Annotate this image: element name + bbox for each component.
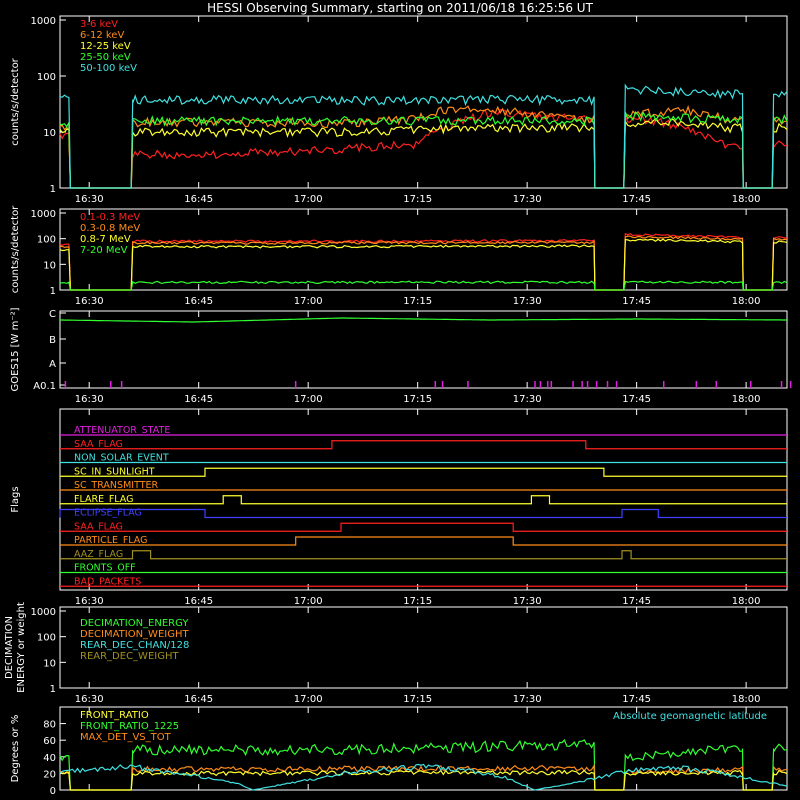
flag-label: AAZ_FLAG — [74, 548, 124, 560]
legend-entry: 50-100 keV — [80, 63, 138, 74]
flag-label: BAD_PACKETS — [74, 576, 142, 588]
x-tick-label: 17:45 — [622, 194, 652, 205]
legend-entry: DECIMATION_WEIGHT — [80, 629, 189, 640]
y-tick-label: 60 — [43, 736, 56, 748]
y-axis-label: Degrees or % — [10, 714, 21, 783]
annotation-label: Absolute geomagnetic latitude — [613, 711, 767, 722]
x-tick-label: 18:00 — [731, 596, 761, 607]
flag-label: SC_IN_SUNLIGHT — [74, 466, 155, 478]
legend-entry: FRONT_RATIO_1225 — [80, 721, 180, 732]
x-tick-label: 16:45 — [184, 394, 214, 405]
y-tick-label: 1000 — [30, 607, 56, 618]
x-tick-label: 16:30 — [74, 194, 104, 205]
x-tick-label: 17:30 — [512, 394, 542, 405]
x-tick-label: 17:30 — [512, 194, 542, 205]
x-tick-label: 17:00 — [293, 596, 323, 607]
legend-entry: 0.1-0.3 MeV — [80, 212, 141, 223]
flag-label: SAA_FLAG — [74, 521, 123, 533]
y-tick-label: A0.1 — [33, 381, 56, 392]
x-tick-label: 18:00 — [731, 394, 761, 405]
y-tick-label: A — [49, 359, 56, 370]
x-tick-label: 16:30 — [74, 694, 104, 705]
x-tick-label: 17:15 — [403, 596, 433, 607]
legend-entry: REAR_DEC_WEIGHT — [80, 651, 179, 662]
x-tick-label: 17:45 — [622, 596, 652, 607]
y-tick-label: 10 — [43, 260, 56, 272]
legend-entry: 25-50 keV — [80, 52, 131, 63]
x-tick-label: 16:30 — [74, 296, 104, 307]
flag-label: PARTICLE_FLAG — [74, 535, 148, 546]
x-tick-label: 17:45 — [622, 694, 652, 705]
y-tick-label: 0 — [49, 786, 56, 797]
x-tick-label: 17:00 — [293, 694, 323, 705]
x-tick-label: 17:45 — [622, 394, 652, 405]
y-tick-label: 1 — [49, 286, 56, 297]
legend-entry: 0.3-0.8 MeV — [80, 223, 141, 234]
flag-label: ECLIPSE_FLAG — [74, 507, 142, 519]
legend-entry: FRONT_RATIO — [80, 710, 149, 721]
y-tick-label: 80 — [43, 719, 56, 731]
y-tick-label: 1 — [49, 184, 56, 195]
x-tick-label: 16:45 — [184, 194, 214, 205]
y-axis-label: counts/s/detector — [10, 58, 21, 146]
flag-label: NON_SOLAR_EVENT — [74, 452, 169, 464]
y-tick-label: 1 — [49, 684, 56, 695]
y-tick-label: 100 — [36, 234, 56, 246]
y-tick-label: C — [49, 309, 56, 320]
x-tick-label: 16:45 — [184, 694, 214, 705]
y-tick-label: 1000 — [30, 16, 56, 27]
x-tick-label: 17:00 — [293, 394, 323, 405]
y-tick-label: 10 — [43, 128, 56, 139]
y-tick-label: 1000 — [30, 209, 56, 220]
x-tick-label: 18:00 — [731, 296, 761, 307]
x-tick-label: 17:45 — [622, 296, 652, 307]
chart-title: HESSI Observing Summary, starting on 2011/06/18 16:25:56 UT — [207, 1, 593, 15]
x-tick-label: 17:15 — [403, 194, 433, 205]
flag-label: ATTENUATOR_STATE — [74, 425, 171, 436]
x-tick-label: 16:45 — [184, 596, 214, 607]
x-tick-label: 17:15 — [403, 296, 433, 307]
x-tick-label: 16:30 — [74, 394, 104, 405]
legend-entry: 7-20 MeV — [80, 245, 128, 256]
x-tick-label: 16:30 — [74, 596, 104, 607]
y-tick-label: 100 — [36, 72, 56, 83]
legend-entry: REAR_DEC_CHAN/128 — [80, 640, 190, 651]
x-tick-label: 18:00 — [731, 694, 761, 705]
x-tick-label: 16:45 — [184, 296, 214, 307]
y-axis-label: GOES15 [W m⁻²] — [10, 307, 21, 392]
flag-label: FRONTS_OFF — [74, 562, 136, 574]
x-tick-label: 17:30 — [512, 694, 542, 705]
y-tick-label: 100 — [36, 632, 56, 644]
x-tick-label: 18:00 — [731, 194, 761, 205]
legend-entry: MAX_DET_VS_TOT — [80, 732, 171, 743]
y-axis-label: DECIMATION — [4, 615, 15, 680]
legend-entry: 0.8-7 MeV — [80, 234, 131, 245]
y-axis-label: Flags — [10, 486, 21, 513]
legend-entry: DECIMATION_ENERGY — [80, 618, 189, 629]
legend-entry: 3-6 keV — [80, 19, 118, 30]
x-tick-label: 17:00 — [293, 296, 323, 307]
y-axis-label: counts/s/detector — [10, 205, 21, 294]
x-tick-label: 17:00 — [293, 194, 323, 205]
legend-entry: 6-12 keV — [80, 30, 125, 41]
x-tick-label: 17:15 — [403, 694, 433, 705]
y-tick-label: 40 — [43, 752, 56, 764]
legend-entry: 12-25 keV — [80, 41, 131, 52]
y-axis-label: ENERGY or weight — [16, 602, 27, 693]
x-tick-label: 17:15 — [403, 394, 433, 405]
flag-label: SC_TRANSMITTER — [74, 480, 159, 491]
y-tick-label: 10 — [43, 658, 56, 670]
x-tick-label: 17:30 — [512, 596, 542, 607]
y-tick-label: 20 — [43, 769, 56, 781]
y-tick-label: B — [49, 335, 56, 346]
x-tick-label: 17:30 — [512, 296, 542, 307]
flag-label: SAA_FLAG — [74, 438, 123, 450]
flag-label: FLARE_FLAG — [74, 493, 134, 505]
